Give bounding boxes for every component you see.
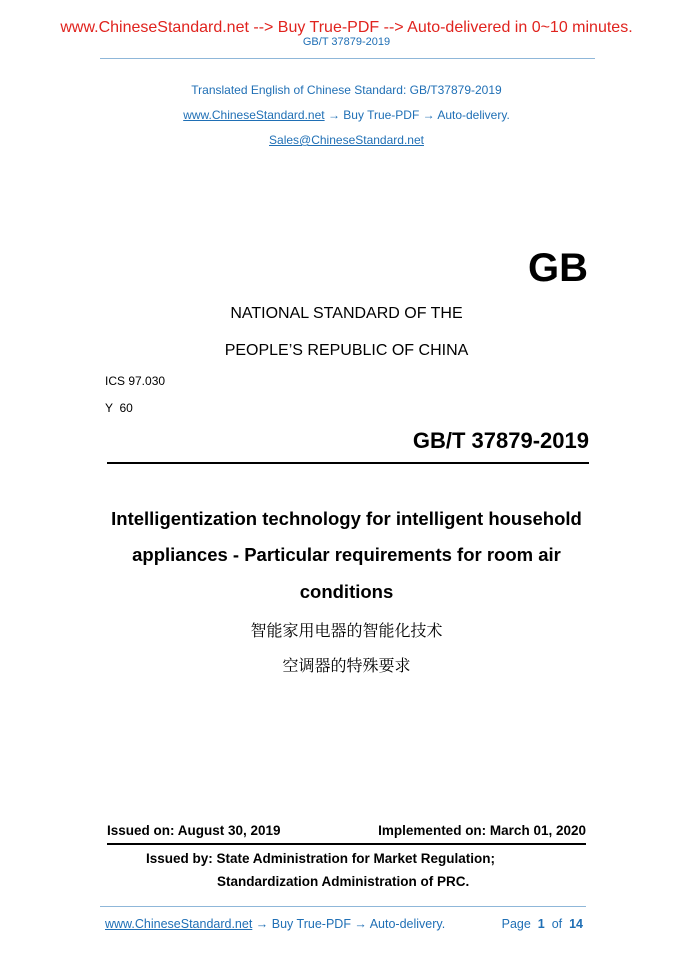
translation-notice: Translated English of Chinese Standard: GB/T37879-2019 — [191, 83, 502, 97]
footer-divider — [100, 906, 586, 907]
title-en-line1: Intelligentization technology for intelligent household — [111, 508, 582, 529]
footer-delivery-note: → Buy True-PDF → Auto-delivery. — [255, 917, 446, 931]
national-standard-line1: NATIONAL STANDARD OF THE — [230, 305, 463, 322]
national-standard-line2: PEOPLE’S REPUBLIC OF CHINA — [224, 342, 469, 359]
page-indicator — [502, 917, 583, 931]
site-link[interactable]: www.ChineseStandard.net — [183, 108, 325, 122]
ics-code: ICS 97.030 — [105, 374, 166, 388]
title-en-line3: conditions — [299, 581, 394, 602]
standard-number: GB/T 37879-2019 — [412, 428, 589, 453]
delivery-note: → Buy True-PDF → Auto-delivery. — [327, 108, 510, 122]
sales-email-link[interactable]: Sales@ChineseStandard.net — [269, 133, 424, 147]
implemented-on-date: Implemented on: March 01, 2020 — [378, 823, 586, 838]
promo-banner[interactable]: www.ChineseStandard.net --> Buy True-PDF --> Auto-delivered in 0~10 minutes. — [60, 19, 633, 36]
page-current: 1 — [537, 917, 545, 931]
sales-email-row — [0, 133, 693, 147]
header-divider — [100, 58, 595, 59]
gb-logo: GB — [528, 246, 588, 290]
title-zh-line2: 空调器的特殊要求 — [282, 656, 411, 675]
issued-on-date: Issued on: August 30, 2019 — [107, 823, 281, 838]
title-divider — [107, 462, 589, 464]
page-of: of — [551, 917, 563, 931]
issued-by-line1: Issued by: State Administration for Market Regulation; — [146, 851, 496, 866]
dates-divider — [107, 843, 586, 845]
ccs-code: Y 60 — [105, 401, 133, 415]
page-label: Page — [501, 917, 531, 931]
title-en-line2: appliances - Particular requirements for room air — [132, 544, 561, 565]
issued-by-line2: Standardization Administration of PRC. — [217, 874, 470, 889]
header-standard-code: GB/T 37879-2019 — [302, 36, 391, 48]
title-zh-line1: 智能家用电器的智能化技术 — [250, 621, 443, 640]
footer-links — [105, 917, 445, 931]
translation-links — [0, 108, 693, 122]
page-total: 14 — [569, 917, 583, 931]
footer-site-link[interactable]: www.ChineseStandard.net — [105, 917, 253, 931]
